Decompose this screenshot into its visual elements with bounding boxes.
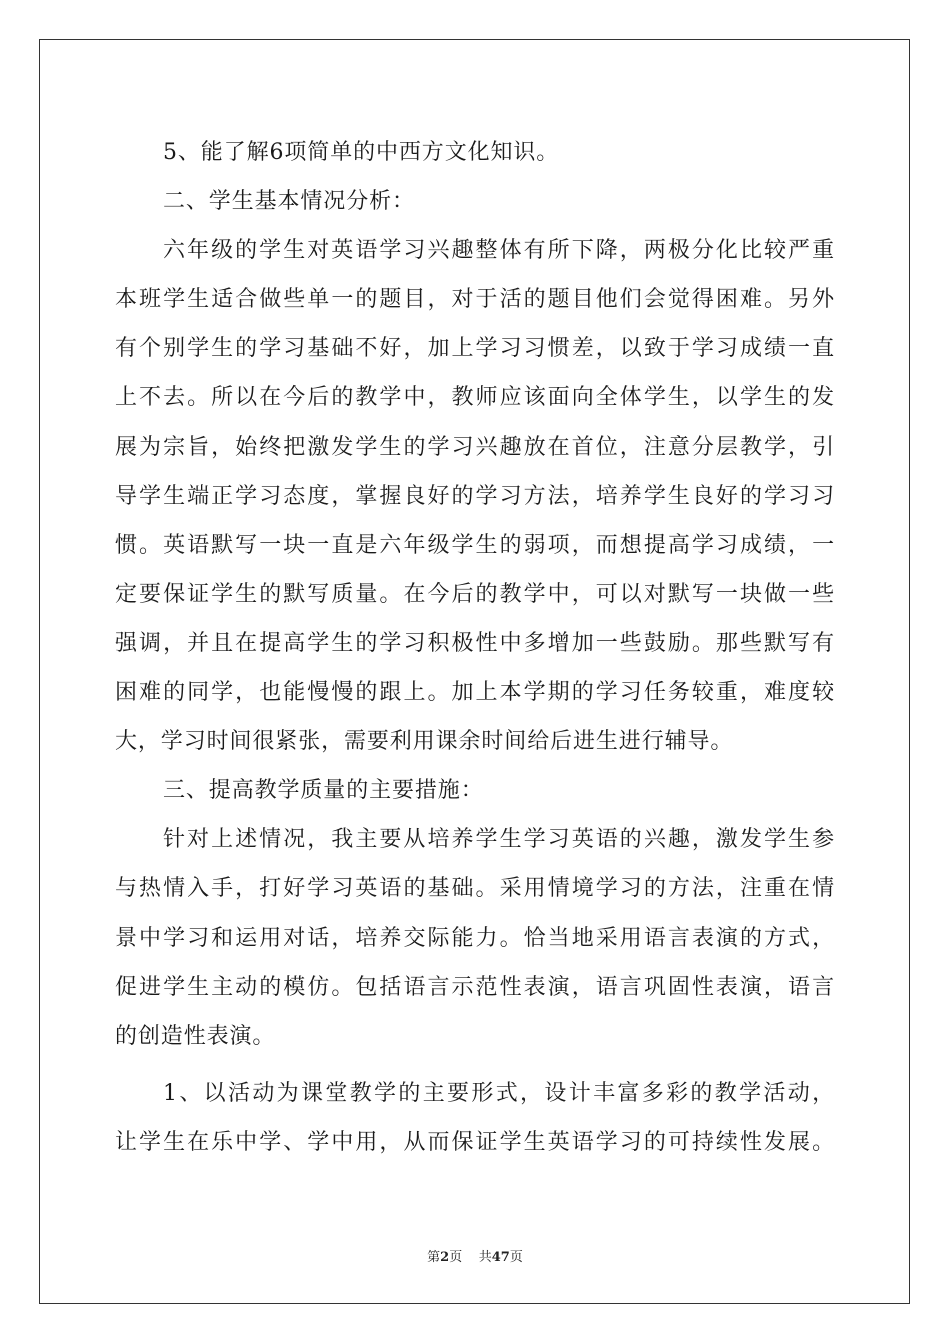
text-line: 让学生在乐中学、学中用，从而保证学生英语学习的可持续性发展。: [115, 1129, 835, 1155]
text-line: 的创造性表演。: [115, 1023, 276, 1049]
text-line: 本班学生适合做些单一的题目，对于活的题目他们会觉得困难。另外: [115, 287, 835, 313]
section-heading: 三、提高教学质量的主要措施：: [163, 778, 484, 804]
text-line: 六年级的学生对英语学习兴趣整体有所下降，两极分化比较严重: [163, 238, 835, 264]
text-line: 导学生端正学习态度，掌握良好的学习方法，培养学生良好的学习习: [115, 483, 835, 509]
total-pages-number: 47: [491, 1250, 510, 1265]
text-line: 1、以活动为课堂教学的主要形式，设计丰富多彩的教学活动，: [163, 1080, 835, 1106]
text-line: 惯。英语默写一块一直是六年级学生的弱项，而想提高学习成绩，一: [115, 532, 835, 558]
text-line: 有个别学生的学习基础不好，加上学习习惯差，以致于学习成绩一直: [115, 336, 835, 362]
page-footer: [0, 1246, 950, 1265]
text-line: 与热情入手，打好学习英语的基础。采用情境学习的方法，注重在情: [115, 876, 835, 902]
text-line: 上不去。所以在今后的教学中，教师应该面向全体学生，以学生的发: [115, 385, 835, 411]
text-line: 展为宗旨，始终把激发学生的学习兴趣放在首位，注意分层教学，引: [115, 434, 835, 460]
footer-mid: 页 共: [449, 1250, 492, 1265]
footer-suffix: 页: [509, 1250, 523, 1265]
text-line: 促进学生主动的模仿。包括语言示范性表演，语言巩固性表演，语言: [115, 974, 835, 1000]
current-page-number: 2: [440, 1250, 450, 1265]
text-line: 定要保证学生的默写质量。在今后的教学中，可以对默写一块做一些: [115, 581, 835, 607]
section-heading: 二、学生基本情况分析：: [163, 189, 415, 215]
text-line: 5、能了解6项简单的中西方文化知识。: [163, 140, 560, 165]
text-line: 大，学习时间很紧张，需要利用课余时间给后进生进行辅导。: [115, 729, 734, 755]
text-line: 强调，并且在提高学生的学习积极性中多增加一些鼓励。那些默写有: [115, 630, 835, 656]
document-body: [115, 128, 835, 1167]
text-line: 针对上述情况，我主要从培养学生学习英语的兴趣，激发学生参: [163, 827, 835, 853]
footer-prefix: 第: [427, 1250, 441, 1265]
text-line: 困难的同学，也能慢慢的跟上。加上本学期的学习任务较重，难度较: [115, 680, 835, 706]
text-line: 景中学习和运用对话，培养交际能力。恰当地采用语言表演的方式，: [115, 925, 835, 951]
